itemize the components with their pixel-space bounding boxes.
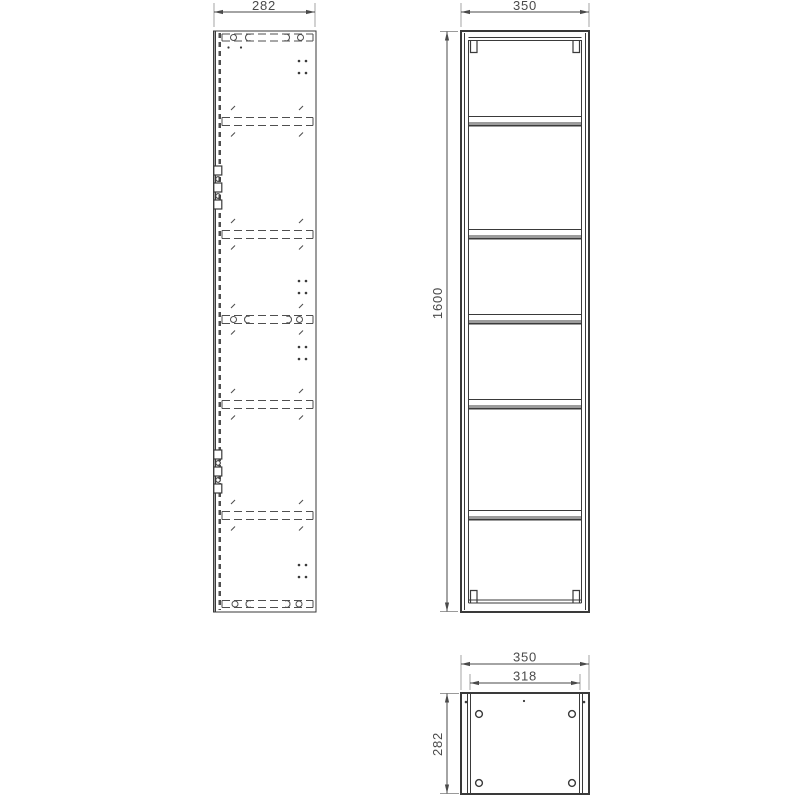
hidden-shelf-1: [222, 118, 313, 126]
shelf-1: [469, 117, 582, 126]
top-inner-width-label: 318: [512, 668, 538, 684]
top-view: [461, 693, 589, 794]
front-width-label: 350: [512, 0, 538, 13]
dowel-marks: [231, 106, 303, 531]
hidden-shelf-4: [222, 401, 313, 409]
shelf-2: [469, 230, 582, 239]
hidden-shelf-5: [222, 512, 313, 520]
mounting-holes: [476, 711, 576, 787]
front-height-label: 1600: [430, 286, 445, 320]
shelf-pin-holes: [227, 46, 307, 578]
shelf-3: [469, 315, 582, 324]
top-view-inner-width-dimension: [470, 669, 580, 691]
front-view: [461, 31, 589, 612]
shelf-5: [469, 511, 582, 520]
side-width-label: 282: [251, 0, 277, 13]
hidden-shelf-2: [222, 231, 313, 239]
front-view-height-dimension: [430, 32, 458, 612]
cam-lock-fittings: [231, 34, 304, 607]
front-view-width-dimension: [461, 0, 589, 27]
shelf-4: [469, 400, 582, 409]
top-view-pilot-dots: [465, 700, 586, 703]
top-width-label: 350: [512, 649, 538, 665]
top-view-depth-dimension: [430, 694, 459, 794]
side-view-width-dimension: [214, 0, 315, 27]
side-view: [214, 31, 317, 612]
top-depth-label: 282: [430, 731, 445, 757]
